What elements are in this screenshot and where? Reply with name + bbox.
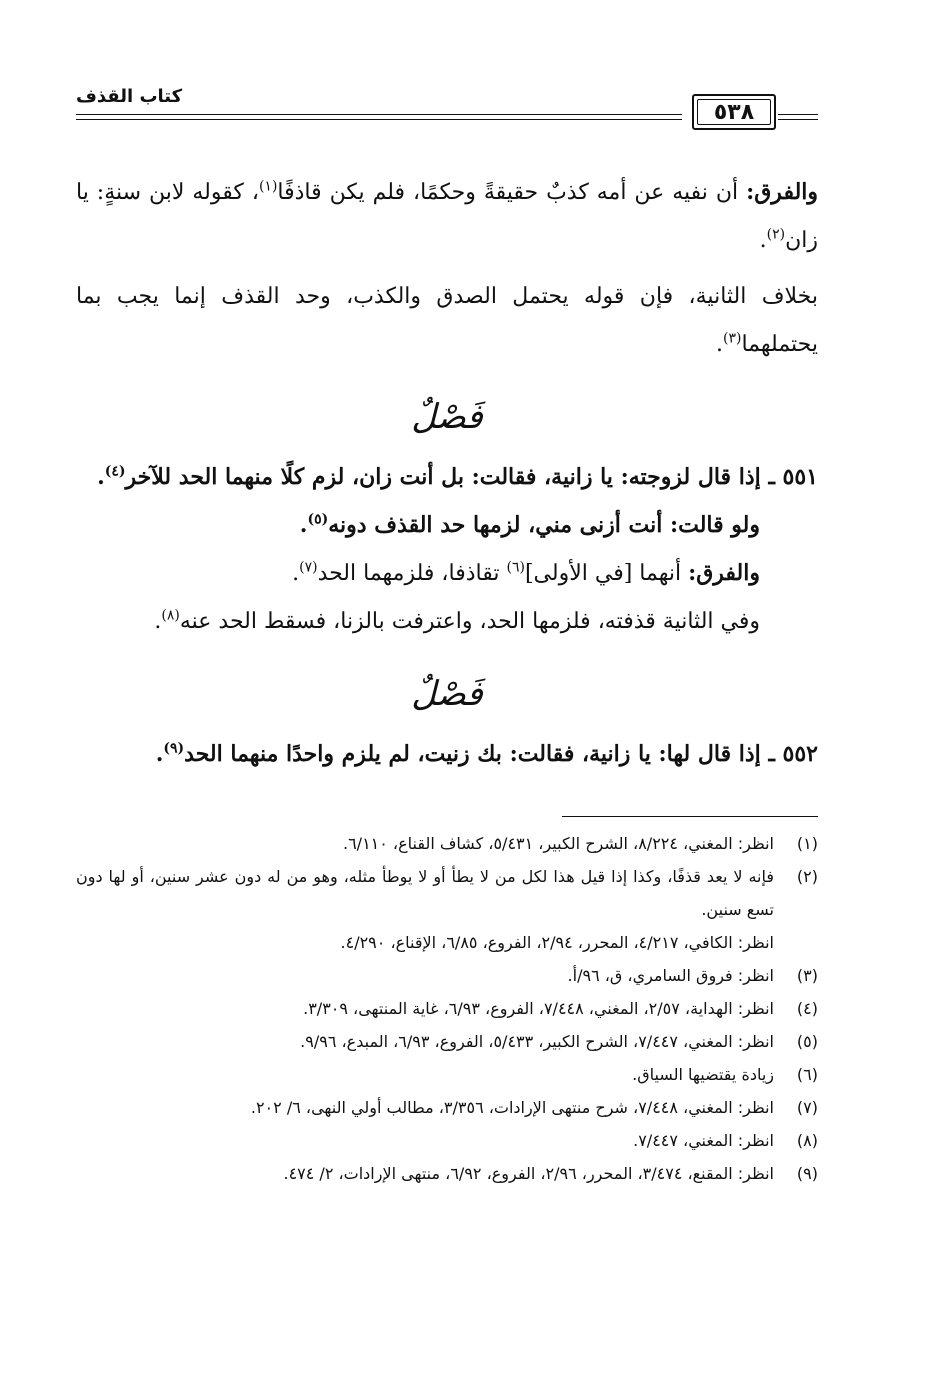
footnote-8 bbox=[76, 1124, 818, 1157]
footnote-text: انظر: المغني، ٧/٤٤٧. bbox=[633, 1131, 774, 1150]
punctuation: . bbox=[155, 741, 164, 767]
paragraph-lead: والفرق: bbox=[746, 179, 819, 205]
punctuation: ، bbox=[251, 180, 259, 205]
footnote-2 bbox=[76, 860, 818, 926]
paragraph bbox=[76, 273, 818, 369]
paragraph-text: أنهما [في الأولى] bbox=[524, 561, 682, 586]
page-number-frame bbox=[692, 94, 776, 130]
footnote-text: انظر: المغني، ٧/٤٤٨، شرح منتهى الإرادات، ٣/٣٥٦، مطالب أولي النهى، ٦/ ٢٠٢. bbox=[250, 1098, 774, 1117]
page-header bbox=[76, 70, 818, 128]
rule-number: ٥٥١ ـ bbox=[768, 464, 818, 490]
footnote-text: زيادة يقتضيها السياق. bbox=[632, 1065, 774, 1084]
footnote-number: (٣) bbox=[796, 966, 818, 985]
rule-sub-text bbox=[76, 501, 818, 549]
footnote-7 bbox=[76, 1091, 818, 1124]
rule-item-552 bbox=[76, 730, 818, 778]
punctuation: . bbox=[292, 561, 300, 586]
footnote-separator bbox=[562, 816, 818, 817]
paragraph-text: أن نفيه عن أمه كذبٌ حقيقةً وحكمًا، فلم يكن قاذفًا bbox=[277, 180, 739, 205]
rule-text: إذا قال لزوجته: يا زانية، فقالت: بل أنت زان، لزم كلًا منهما الحد للآخر bbox=[125, 464, 761, 490]
punctuation: . bbox=[299, 512, 308, 538]
footnote-number: (٧) bbox=[796, 1098, 818, 1117]
footnote-9 bbox=[76, 1157, 818, 1190]
footnote-text: انظر: المغني، ٨/٢٢٤، الشرح الكبير، ٥/٤٣١، كشاف القناع، ٦/١١٠. bbox=[342, 834, 774, 853]
rule-text: إذا قال لها: يا زانية، فقالت: بك زنيت، لم يلزم واحدًا منهما الحد bbox=[184, 741, 761, 767]
rule-item-551 bbox=[76, 453, 818, 501]
footnote-ref[interactable]: (٢) bbox=[766, 226, 786, 243]
footnote-text: انظر: المقنع، ٣/٤٧٤، المحرر، ٢/٩٦، الفروع، ٦/٩٢، منتهى الإرادات، ٢/ ٤٧٤. bbox=[283, 1164, 774, 1183]
running-title: كتاب القذف bbox=[76, 86, 183, 107]
punctuation: . bbox=[154, 609, 162, 634]
rule-sub-text bbox=[76, 549, 818, 598]
footnote-ref[interactable]: (٣) bbox=[723, 330, 742, 347]
footnote-text: انظر: المغني، ٧/٤٤٧، الشرح الكبير، ٥/٤٣٣، الفروع، ٦/٩٣، المبدع، ٩/٩٦. bbox=[300, 1032, 774, 1051]
paragraph-text: بخلاف الثانية، فإن قوله يحتمل الصدق والكذب، وحد القذف إنما يجب بما يحتملهما bbox=[76, 284, 818, 357]
punctuation: . bbox=[97, 464, 105, 490]
header-rule bbox=[76, 114, 682, 115]
footnote-number: (٩) bbox=[796, 1164, 818, 1183]
punctuation: . bbox=[716, 332, 723, 357]
footnote-2-continuation: انظر: الكافي، ٤/٢١٧، المحرر، ٢/٩٤، الفروع، ٦/٨٥، الإقناع، ٤/٢٩٠. bbox=[340, 933, 774, 952]
footnote-ref[interactable]: (٧) bbox=[299, 559, 318, 576]
paragraph-text: تقاذفا، فلزمهما الحد bbox=[317, 561, 500, 586]
footnote-ref[interactable]: (٩) bbox=[163, 740, 185, 757]
main-text bbox=[76, 168, 818, 778]
rule-sub-text bbox=[76, 598, 818, 646]
section-heading: فَصْلٌ bbox=[411, 674, 483, 714]
footnote-text: فإنه لا يعد قذفًا، وكذا إذا قيل هذا لكل من لا يطأ أو لا يوطأ مثله، وهو من له دون عشر سنين، أو لها دون تسع سنين. bbox=[76, 867, 774, 919]
footnote-ref[interactable]: (٥) bbox=[307, 511, 329, 528]
footnote-5 bbox=[76, 1025, 818, 1058]
rule-number: ٥٥٢ ـ bbox=[768, 741, 818, 767]
rule-text: ولو قالت: أنت أزنى مني، لزمها حد القذف دونه bbox=[328, 512, 760, 538]
header-rule bbox=[76, 119, 682, 120]
header-rule bbox=[778, 119, 818, 120]
footnote-6 bbox=[76, 1058, 818, 1091]
paragraph-lead: والفرق: bbox=[688, 560, 760, 586]
footnote-ref[interactable]: (٨) bbox=[161, 607, 180, 624]
footnote-number: (٦) bbox=[796, 1065, 818, 1084]
footnote-ref[interactable]: (٤) bbox=[104, 463, 126, 480]
book-page bbox=[76, 70, 818, 1190]
footnote-text: انظر: الهداية، ٢/٥٧، المغني، ٧/٤٤٨، الفروع، ٦/٩٣، غاية المنتهى، ٣/٣٠٩. bbox=[303, 999, 774, 1018]
footnote-ref[interactable]: (١) bbox=[258, 178, 278, 195]
paragraph-text: كقوله لابن سنةٍ: يا زان bbox=[76, 180, 818, 253]
punctuation: . bbox=[759, 228, 767, 253]
footnotes bbox=[76, 827, 818, 1190]
footnote-text: انظر: فروق السامري، ق، ٩٦/أ. bbox=[567, 966, 774, 985]
section-heading: فَصْلٌ bbox=[411, 397, 483, 437]
footnote-number: (٢) bbox=[796, 867, 818, 886]
footnote-1 bbox=[76, 827, 818, 860]
header-rule bbox=[778, 114, 818, 115]
paragraph-text: وفي الثانية قذفته، فلزمها الحد، واعترفت بالزنا، فسقط الحد عنه bbox=[179, 609, 760, 634]
footnote-3 bbox=[76, 959, 818, 992]
page-number: ٥٣٨ bbox=[713, 99, 755, 125]
footnote-ref[interactable]: (٦) bbox=[506, 559, 525, 576]
footnote-number: (١) bbox=[796, 834, 818, 853]
footnote-4 bbox=[76, 992, 818, 1025]
footnote-number: (٤) bbox=[796, 999, 818, 1018]
footnote-number: (٥) bbox=[796, 1032, 818, 1051]
footnote-number: (٨) bbox=[796, 1131, 818, 1150]
paragraph bbox=[76, 168, 818, 265]
